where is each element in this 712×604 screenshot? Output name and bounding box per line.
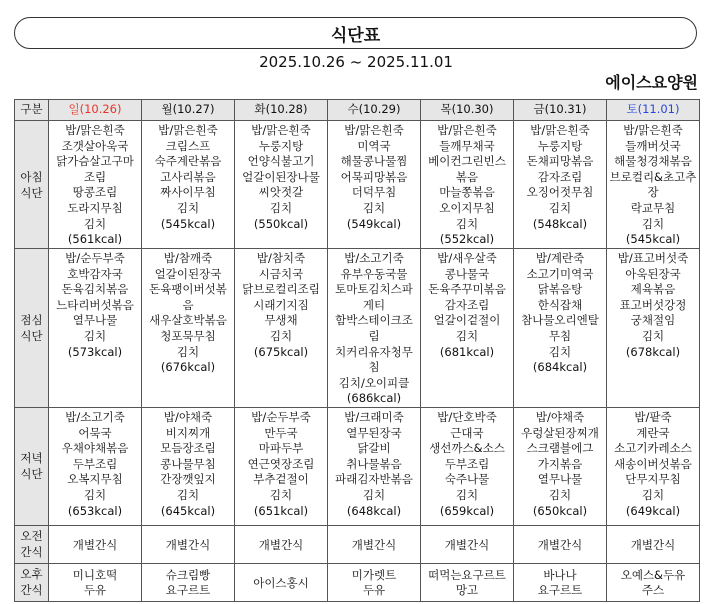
menu-cell: 밥/표고버섯죽 아욱된장국 제육볶음 표고버섯강정 궁채절임 김치 (678kcal) <box>607 249 700 408</box>
header-day-sat: 토(11.01) <box>607 100 700 121</box>
menu-cell: 밥/맑은흰죽 들깨무채국 베이컨그린빈스 볶음 마늘쫑볶음 오이지무침 김치 (552kcal) <box>421 121 514 249</box>
menu-cell: 밥/새우살죽 콩나물국 돈육주꾸미볶음 감자조림 얼갈이겉절이 김치 (681kcal) <box>421 249 514 408</box>
row-label-dinner: 저녁 식단 <box>15 407 49 525</box>
menu-cell: 밥/참치죽 시금치국 닭브로컬리조림 시래기지짐 무생채 김치 (675kcal) <box>235 249 328 408</box>
menu-cell: 밥/순두부죽 호박감자국 돈육김치볶음 느타리버섯볶음 열무나물 김치 (573kcal) <box>49 249 142 408</box>
menu-cell: 밥/팥죽 계란국 소고기카레소스 새송이버섯볶음 단무지무침 김치 (649kcal) <box>607 407 700 525</box>
menu-period: 2025.10.26 ~ 2025.11.01 <box>259 53 453 71</box>
menu-cell: 밥/맑은흰죽 조갯살아욱국 닭가슴살고구마 조림 땅콩조림 도라지무침 김치 (561kcal) <box>49 121 142 249</box>
table-row-dinner <box>15 407 700 525</box>
header-day-thu: 목(10.30) <box>421 100 514 121</box>
header-day-sun: 일(10.26) <box>49 100 142 121</box>
menu-cell: 개별간식 <box>421 525 514 563</box>
menu-cell: 밥/맑은흰죽 미역국 해물콩나물찜 어묵피망볶음 더덕무침 김치 (549kcal) <box>328 121 421 249</box>
menu-cell: 밥/참깨죽 얼갈이된장국 돈육팽이버섯볶 음 새우살호박볶음 청포묵무침 김치 (676kcal) <box>142 249 235 408</box>
menu-cell: 밥/크래미죽 열무된장국 닭갈비 취나물볶음 파래김자반볶음 김치 (648kcal) <box>328 407 421 525</box>
table-row-lunch <box>15 249 700 408</box>
header-category: 구분 <box>15 100 49 121</box>
menu-cell: 밥/소고기죽 유부우동국물 토마토김치스파 게티 함박스테이크조 림 치커리유자청무 침 김치/오이피클 (686kcal) <box>328 249 421 408</box>
menu-cell: 밥/단호박죽 근대국 생선까스&소스 두부조림 숙주나물 김치 (659kcal) <box>421 407 514 525</box>
menu-cell: 밥/맑은흰죽 누룽지탕 언양식불고기 얼갈이된장나물 씨앗젓갈 김치 (550kcal) <box>235 121 328 249</box>
menu-cell: 밥/맑은흰죽 들깨버섯국 해물청경채볶음 브로컬리&초고추 장 락교무침 김치 (545kcal) <box>607 121 700 249</box>
table-row-morning-snack <box>15 525 700 563</box>
menu-cell: 밥/순두부죽 만두국 마파두부 연근엿장조림 부추겉절이 김치 (651kcal) <box>235 407 328 525</box>
menu-cell: 개별간식 <box>235 525 328 563</box>
menu-cell: 오예스&두유 주스 <box>607 563 700 601</box>
header-day-tue: 화(10.28) <box>235 100 328 121</box>
menu-title-box <box>14 17 697 49</box>
header-day-wed: 수(10.29) <box>328 100 421 121</box>
row-label-lunch: 점심 식단 <box>15 249 49 408</box>
menu-cell: 개별간식 <box>49 525 142 563</box>
organization-name: 에이스요양원 <box>605 73 698 92</box>
meal-plan-table <box>14 99 700 602</box>
table-row-breakfast <box>15 121 700 249</box>
menu-cell: 밥/맑은흰죽 크림스프 숙주계란볶음 고사리볶음 짜사이무침 김치 (545kcal) <box>142 121 235 249</box>
row-label-morning-snack: 오전 간식 <box>15 525 49 563</box>
table-row-afternoon-snack <box>15 563 700 601</box>
table-header-row <box>15 100 700 121</box>
menu-cell: 아이스홍시 <box>235 563 328 601</box>
menu-cell: 슈크림빵 요구르트 <box>142 563 235 601</box>
row-label-breakfast: 아침 식단 <box>15 121 49 249</box>
menu-cell: 밥/맑은흰죽 누룽지탕 돈채피망볶음 감자조림 오징어젓무침 김치 (548kcal) <box>514 121 607 249</box>
menu-cell: 밥/계란죽 소고기미역국 닭볶음탕 한식잡채 참나물오리엔탈 무침 김치 (684kcal) <box>514 249 607 408</box>
menu-title: 식단표 <box>330 25 381 46</box>
menu-cell: 바나나 요구르트 <box>514 563 607 601</box>
header-day-mon: 월(10.27) <box>142 100 235 121</box>
menu-cell: 개별간식 <box>607 525 700 563</box>
row-label-afternoon-snack: 오후 간식 <box>15 563 49 601</box>
menu-cell: 개별간식 <box>328 525 421 563</box>
menu-cell: 개별간식 <box>142 525 235 563</box>
menu-cell: 밥/소고기죽 어묵국 우채야채볶음 두부조림 오복지무침 김치 (653kcal) <box>49 407 142 525</box>
menu-cell: 밥/야채죽 우렁살된장찌개 스크램블에그 가지볶음 열무나물 김치 (650kcal) <box>514 407 607 525</box>
menu-cell: 떠먹는요구르트 망고 <box>421 563 514 601</box>
header-day-fri: 금(10.31) <box>514 100 607 121</box>
menu-cell: 개별간식 <box>514 525 607 563</box>
menu-cell: 미가렛트 두유 <box>328 563 421 601</box>
menu-cell: 밥/야채죽 비지찌개 모듬장조림 콩나물무침 간장깻잎지 김치 (645kcal) <box>142 407 235 525</box>
menu-cell: 미니호떡 두유 <box>49 563 142 601</box>
